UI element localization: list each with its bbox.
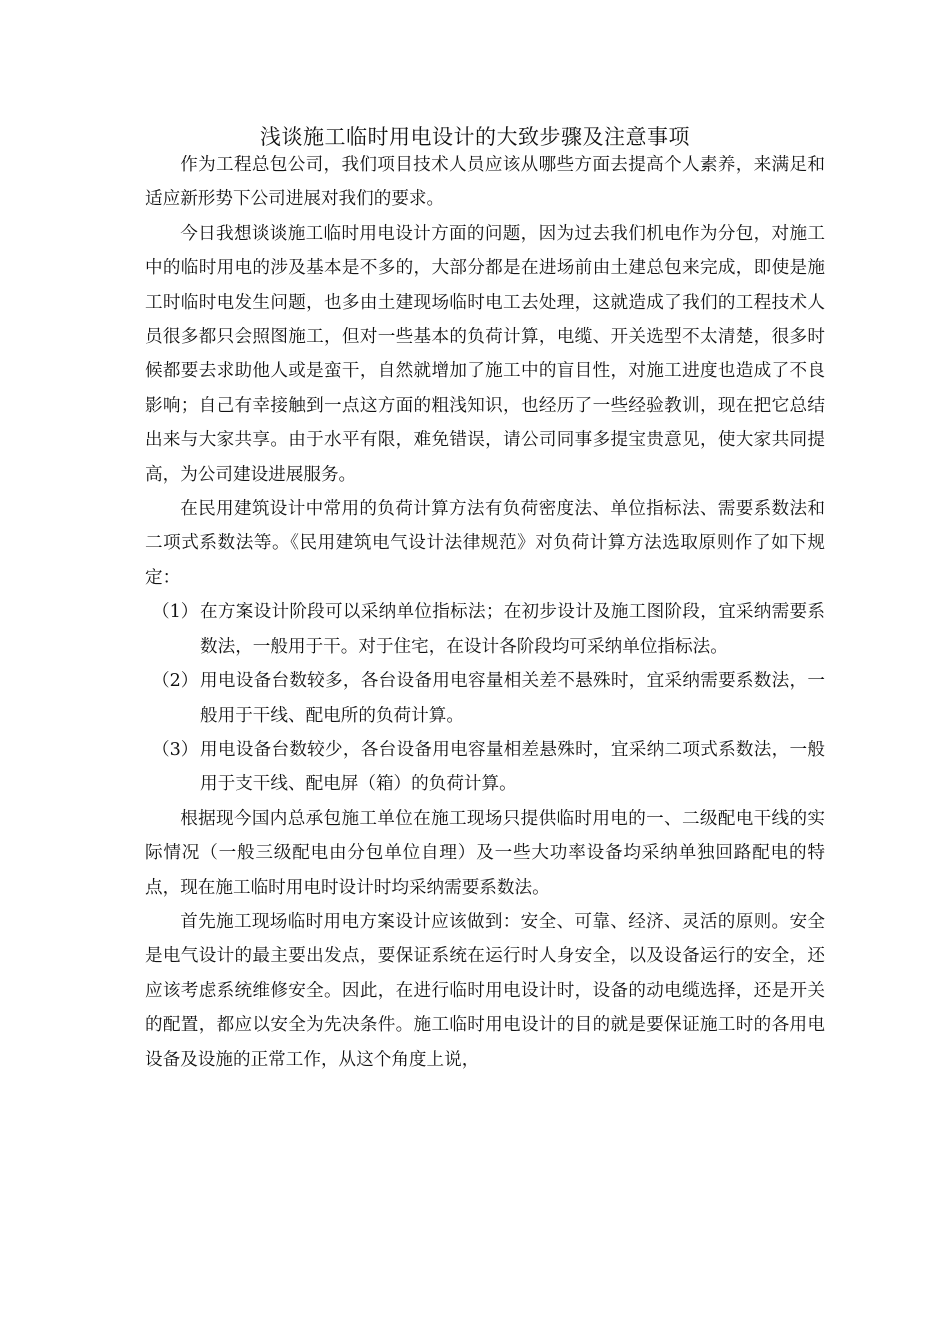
list-item-text: 用电设备台数较多，各台设备用电容量相关差不悬殊时，宜采纳需要系数法，一般用于干线、配电所的负荷计算。 (200, 671, 825, 726)
list-item-text: 在方案设计阶段可以采纳单位指标法；在初步设计及施工图阶段，宜采纳需要系数法，一般用于干。对于住宅，在设计各阶段均可采纳单位指标法。 (200, 602, 825, 657)
list-item-number: （3） (152, 739, 199, 760)
paragraph-principles: 首先施工现场临时用电方案设计应该做到：安全、可靠、经济、灵活的原则。安全是电气设计的最主要出发点，要保证系统在运行时人身安全，以及设备运行的安全，还应该考虑系统维修安全。因此，在进行临时用电设计时，设备的动电缆选择，还是开关的配置，都应以安全为先决条件。施工临时用电设计的目的就是要保证施工时的各用电设备及设施的正常工作，从这个角度上说， (145, 911, 825, 1070)
document-title: 浅谈施工临时用电设计的大致步骤及注意事项 (260, 125, 690, 149)
list-item-number: （2） (152, 671, 199, 692)
paragraph-background: 今日我想谈谈施工临时用电设计方面的问题，因为过去我们机电作为分包，对施工中的临时用电的涉及基本是不多的，大部分都是在进场前由土建总包来完成，即使是施工时临时电发生问题，也多由土建现场临时电工去处理，这就造成了我们的工程技术人员很多都只会照图施工，但对一些基本的负荷计算，电缆、开关选型不太清楚，很多时候都要去求助他人或是蛮干，自然就增加了施工中的盲目性，对施工进度也造成了不良影响；自己有幸接触到一点这方面的粗浅知识，也经历了一些经验教训，现在把它总结出来与大家共享。由于水平有限，难免错误，请公司同事多提宝贵意见，使大家共同提高，为公司建设进展服务。 (145, 223, 825, 485)
list-item (145, 733, 825, 802)
document-body (145, 148, 825, 1077)
paragraph-methods: 在民用建筑设计中常用的负荷计算方法有负荷密度法、单位指标法、需要系数法和二项式系数法等。《民用建筑电气设计法律规范》对负荷计算方法选取原则作了如下规定： (145, 499, 825, 588)
list-item (145, 595, 825, 664)
list-item-text: 用电设备台数较少，各台设备用电容量相差悬殊时，宜采纳二项式系数法，一般用于支干线、配电屏（箱）的负荷计算。 (200, 739, 825, 795)
list-item-number: （1） (152, 602, 199, 623)
list-item (145, 664, 825, 733)
paragraph-intro: 作为工程总包公司，我们项目技术人员应该从哪些方面去提高个人素养，来满足和适应新形势下公司进展对我们的要求。 (145, 155, 825, 210)
paragraph-practice: 根据现今国内总承包施工单位在施工现场只提供临时用电的一、二级配电干线的实际情况（一般三级配电由分包单位自理）及一些大功率设备均采纳单独回路配电的特点，现在施工临时用电时设计时均采纳需要系数法。 (145, 808, 825, 898)
